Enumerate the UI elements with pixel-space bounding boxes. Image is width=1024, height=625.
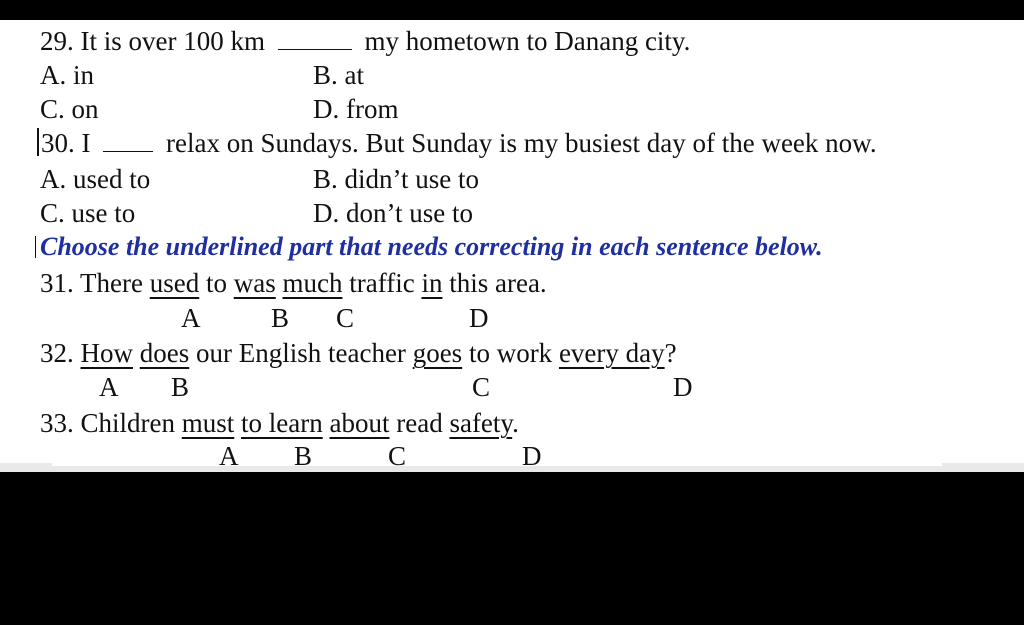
q29-text-after: my hometown to Danang city.: [364, 26, 691, 56]
q31-part-d: in: [421, 268, 443, 298]
q33-part-d: safety: [449, 408, 513, 438]
q29-text-before: It is over 100 km: [80, 26, 265, 56]
q29-option-b: B. at: [313, 60, 364, 90]
q29-option-d: D. from: [313, 94, 399, 124]
q33-letter-a: A: [219, 441, 239, 471]
q33-word: Children: [80, 408, 175, 438]
question-29: [40, 28, 690, 55]
q29-option-a: A. in: [40, 60, 94, 90]
q33-letter-d: D: [522, 441, 542, 471]
q31-part-c: much: [282, 268, 343, 298]
q31-word: traffic: [349, 268, 415, 298]
q33-letter-c: C: [388, 441, 407, 471]
q32-letter-a: A: [99, 372, 119, 402]
section-heading: Choose the underlined part that needs correcting in each sentence below.: [40, 232, 823, 261]
q32-number: 32.: [40, 338, 74, 368]
text-cursor: [37, 128, 39, 156]
question-30: [41, 130, 877, 157]
q32-part-c: goes: [412, 338, 463, 368]
q31-word: to: [205, 268, 227, 298]
q31-word: There: [80, 268, 143, 298]
q31-letter-c: C: [336, 303, 355, 333]
q32-part-d: every day: [558, 338, 665, 368]
q33-letter-b: B: [294, 441, 313, 471]
q31-letter-b: B: [271, 303, 290, 333]
q31-number: 31.: [40, 268, 74, 298]
q32-letter-d: D: [673, 372, 693, 402]
q32-letter-b: B: [171, 372, 190, 402]
q30-text-before: I: [81, 128, 91, 158]
q30-option-a: A. used to: [40, 164, 151, 194]
q32-word: ?: [664, 338, 677, 368]
text-cursor-2: [35, 236, 36, 258]
q31-word: this area.: [449, 268, 547, 298]
q32-letter-c: C: [472, 372, 491, 402]
q29-option-c: C. on: [40, 94, 99, 124]
q30-number: 30.: [41, 128, 75, 158]
q32-word: to work: [468, 338, 553, 368]
q33-word: .: [512, 408, 519, 438]
q32-part-b: does: [139, 338, 190, 368]
q32-word: our English teacher: [196, 338, 406, 368]
page-bottom-edge: [0, 463, 1024, 472]
q33-part-c: about: [329, 408, 390, 438]
q30-blank: [103, 150, 153, 152]
q29-blank: [278, 48, 352, 50]
q32-part-a: How: [80, 338, 133, 368]
q33-number: 33.: [40, 408, 74, 438]
q31-part-b: was: [233, 268, 276, 298]
q31-part-a: used: [149, 268, 200, 298]
q33-part-a: must: [181, 408, 235, 438]
q29-number: 29.: [40, 26, 74, 56]
q31-letter-d: D: [469, 303, 489, 333]
q30-option-c: C. use to: [40, 198, 136, 228]
q30-option-b: B. didn’t use to: [313, 164, 480, 194]
question-31: [40, 270, 547, 297]
q33-part-b: to learn: [241, 408, 323, 438]
q30-option-d: D. don’t use to: [313, 198, 473, 228]
question-32: [40, 340, 677, 367]
q33-word: read: [396, 408, 443, 438]
question-33: [40, 410, 519, 437]
q31-letter-a: A: [181, 303, 201, 333]
q30-text-after: relax on Sundays. But Sunday is my busiest day of the week now.: [166, 128, 877, 158]
